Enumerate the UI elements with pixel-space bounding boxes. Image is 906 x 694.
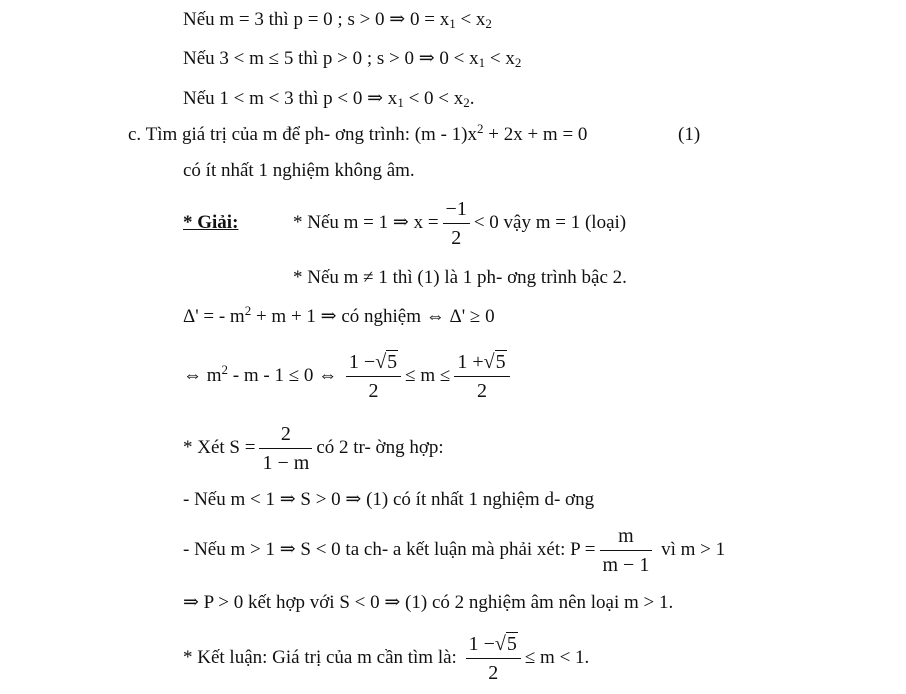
discriminant-line: Δ' = - $m^2 + m + 1$ ⇒ có nghiệm ⇔ Δ' ≥ 0 (183, 303, 495, 327)
fraction-final-bound: $\frac{1 -√5}{2}$ (466, 630, 521, 687)
sqrt-symbol: √5 (375, 351, 398, 374)
fraction-lower-bound: $\frac{1 -√5}{2}$ (346, 348, 401, 405)
case-m-between-3-5: Nếu 3 < m ≤ 5 thì p > 0 ; s > 0 ⇒ $0 < x_1 < x_2$ (183, 48, 522, 70)
discriminant-range: ⇔ $m^2 - m - 1 \le 0$ ⇔ $\frac{1 -√5}{2}$ ≤ m ≤ $\frac{1 +√5}{2}$ (183, 346, 514, 406)
case-m-less-1: - Nếu m < 1 ⇒ S > 0 ⇒ (1) có ít nhất 1 nghiệm d- ơng (183, 489, 595, 510)
fraction-sum: $\frac{2}{1 - m}$ (259, 420, 312, 477)
product-conclusion: ⇒ P > 0 kết hợp với S < 0 ⇒ (1) có 2 nghiệm âm nên loại m > 1. (183, 592, 674, 613)
case-m-not-1: * Nếu m ≠ 1 thì (1) là 1 ph- ơng trình bậc 2. (293, 267, 627, 288)
fraction-upper-bound: $\frac{1 +√5}{2}$ (454, 348, 509, 405)
solution-label-line (183, 193, 238, 253)
case-m-greater-1: - Nếu m > 1 ⇒ S < 0 ta ch- a kết luận mà phải xét: P = $\frac{m}{m - 1}$ vì m > 1 (183, 520, 725, 580)
final-conclusion: * Kết luận: Giá trị của m cần tìm là: $\frac{1 -√5}{2}$ ≤ m < 1. (183, 628, 589, 688)
problem-c-condition: có ít nhất 1 nghiệm không âm. (183, 160, 415, 181)
fraction-minus-one-half: $\frac{-1}{2}$ (443, 195, 470, 252)
problem-c-statement: c. Tìm giá trị của m để ph- ơng trình: $(m - 1)x^2 + 2x + m = 0$ (128, 121, 588, 145)
case-m-equals-3: Nếu m = 3 thì p = 0 ; s > 0 ⇒ $0 = x_1 < x_2$ (183, 9, 492, 31)
sum-of-roots-line: * Xét S = $\frac{2}{1 - m}$ có 2 tr- ờng hợp: (183, 418, 444, 478)
fraction-product: $\frac{m}{m - 1}$ (600, 522, 653, 579)
sqrt-symbol: √5 (494, 633, 517, 656)
case-m-between-1-3: Nếu 1 < m < 3 thì p < 0 ⇒ $x_1 < 0 < x_2$. (183, 88, 475, 110)
case-m-equals-1: * Nếu m = 1 ⇒ x = $\frac{-1}{2}$ < 0 vậy m = 1 (loại) (293, 193, 626, 253)
solution-label: * Giải: (183, 212, 239, 233)
equation-tag: (1) (678, 124, 701, 145)
sqrt-symbol: √5 (483, 351, 506, 374)
